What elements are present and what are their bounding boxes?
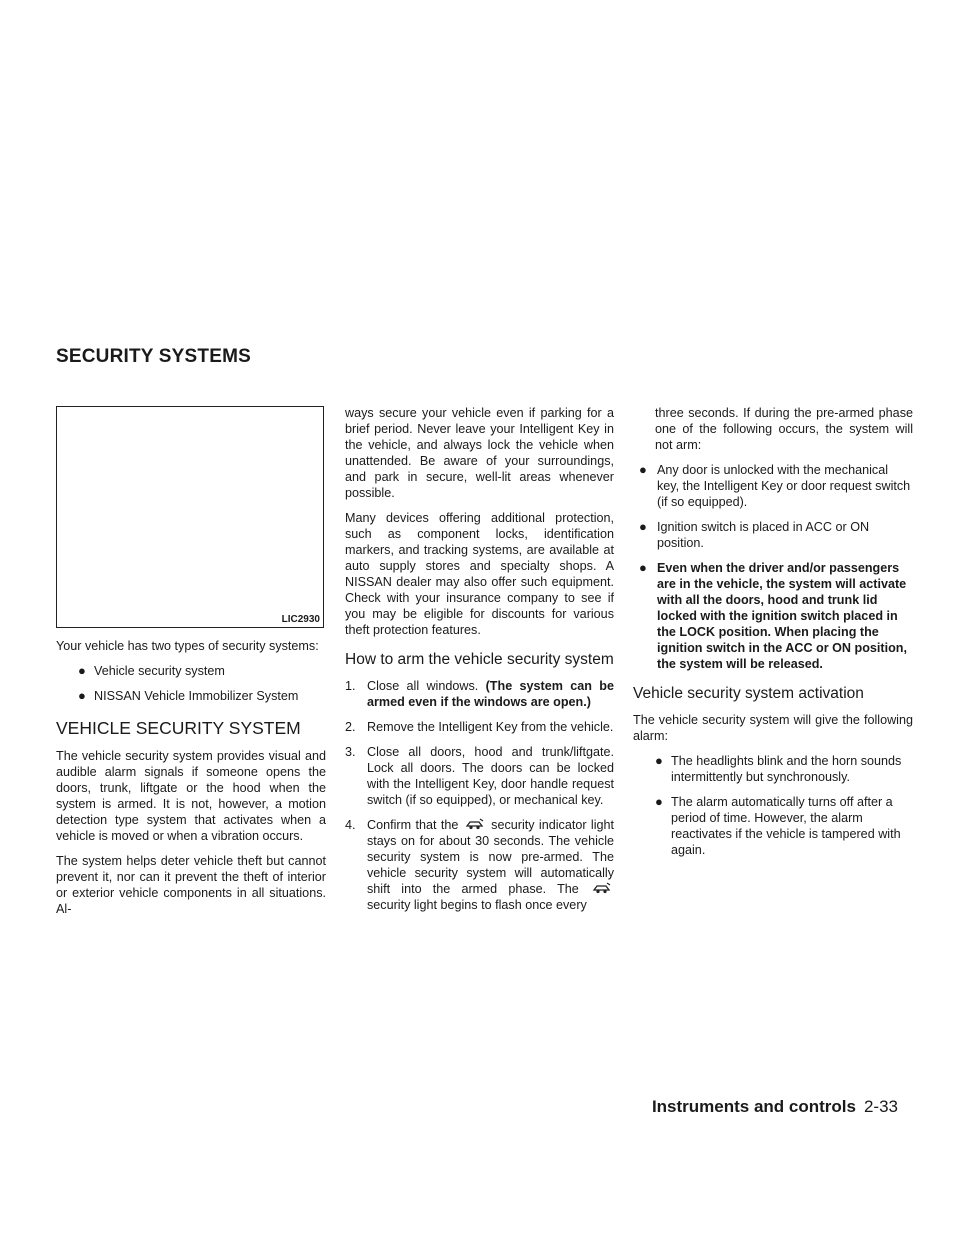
- footer-section: Instruments and controls: [651, 1097, 856, 1116]
- list-item: [633, 519, 913, 551]
- list-item-text: Any door is unlocked with the mechanical key, the Intelligent Key or door request switch (if so equipped).: [657, 463, 911, 509]
- figure-id: LIC2930: [281, 614, 320, 625]
- vehicle-security-indicator-icon: [592, 881, 612, 895]
- list-item-text: The alarm automatically turns off after a period of time. However, the alarm reactivates if the vehicle is tampered with again.: [671, 795, 901, 857]
- list-item: [633, 462, 913, 510]
- step-text: Confirm that the: [367, 818, 459, 832]
- step-text: security indicator light stays on for about 30 seconds. The vehicle security system is now pre-armed. The vehicle security system will automatically shift into the armed phase. The: [367, 818, 615, 896]
- step-text: Close all windows.: [367, 679, 479, 693]
- step-number: 3.: [345, 745, 356, 759]
- list-item: [56, 688, 326, 704]
- list-item: [633, 753, 913, 785]
- list-item-text: The headlights blink and the horn sounds intermittently but synchronously.: [671, 754, 902, 784]
- bullet-icon: ●: [655, 794, 663, 809]
- paragraph: three seconds. If during the pre-armed phase one of the following occurs, the system will not arm:: [655, 406, 913, 452]
- bullet-icon: ●: [639, 462, 647, 477]
- step-item: [345, 719, 614, 735]
- paragraph: The system helps deter vehicle theft but cannot prevent it, nor can it prevent the theft of interior or exterior vehicle components in all situations. Al-: [56, 854, 326, 916]
- column-1: [56, 638, 326, 926]
- vehicle-security-indicator-icon: [465, 817, 485, 831]
- warning-list-item: [633, 560, 913, 672]
- page-footer: [652, 1097, 898, 1117]
- column-2: [345, 405, 614, 922]
- step-item: [345, 744, 614, 808]
- page-section-title: SECURITY SYSTEMS: [56, 346, 251, 367]
- list-item-text: NISSAN Vehicle Immobilizer System: [94, 689, 299, 703]
- list-item-text: Vehicle security system: [94, 664, 225, 678]
- step-text: Close all doors, hood and trunk/liftgate. Lock all doors. The doors can be locked with the Intelligent Key, door handle request switch (if so equipped), or mechanical key.: [367, 745, 614, 807]
- step-number: 4.: [345, 818, 356, 832]
- list-item-text: Even when the driver and/or passengers are in the vehicle, the system will activate with all the doors, hood and trunk lid locked with the ignition switch placed in the LOCK position. When placing the ignition switch in the ACC or ON position, the system will be released.: [657, 561, 907, 671]
- figure-placeholder: [56, 406, 324, 628]
- intro-paragraph: Your vehicle has two types of security systems:: [56, 639, 319, 653]
- paragraph: ways secure your vehicle even if parking for a brief period. Never leave your Intelligent Key in the vehicle, and always lock the vehicle when unattended. Be aware of your surroundings, and park in secure, well-lit areas whenever possible.: [345, 406, 614, 500]
- section-heading: VEHICLE SECURITY SYSTEM: [56, 718, 301, 738]
- bullet-icon: ●: [639, 519, 647, 534]
- step-item: [345, 678, 614, 710]
- paragraph: Many devices offering additional protection, such as component locks, identification markers, and tracking systems, are available at auto supply stores and specialty shops. A NISSAN dealer may also offer such equipment. Check with your insurance company to see if you may be eligible for discounts for various theft protection features.: [345, 511, 614, 637]
- bullet-icon: ●: [639, 560, 647, 575]
- step-note: (The system can be armed even if the windows are open.): [367, 679, 615, 709]
- step-text: security light begins to flash once every: [367, 898, 587, 912]
- subsection-heading: Vehicle security system activation: [633, 685, 864, 702]
- step-item: [345, 817, 614, 913]
- bullet-icon: ●: [78, 663, 86, 678]
- step-number: 1.: [345, 679, 356, 693]
- list-item: [633, 794, 913, 858]
- subsection-heading: How to arm the vehicle security system: [345, 651, 614, 668]
- list-item-text: Ignition switch is placed in ACC or ON position.: [657, 520, 870, 550]
- bullet-icon: ●: [655, 753, 663, 768]
- bullet-icon: ●: [78, 688, 86, 703]
- paragraph: The vehicle security system will give the following alarm:: [633, 713, 913, 743]
- step-number: 2.: [345, 720, 356, 734]
- paragraph: The vehicle security system provides visual and audible alarm signals if someone opens the doors, trunk, liftgate or the hood when the system is armed. It is not, however, a motion detection type system that activates when a vehicle is moved or when a vibration occurs.: [56, 749, 326, 843]
- column-3: [633, 405, 913, 867]
- page-number: 2-33: [863, 1097, 898, 1116]
- step-text: Remove the Intelligent Key from the vehicle.: [367, 720, 614, 734]
- list-item: [56, 663, 326, 679]
